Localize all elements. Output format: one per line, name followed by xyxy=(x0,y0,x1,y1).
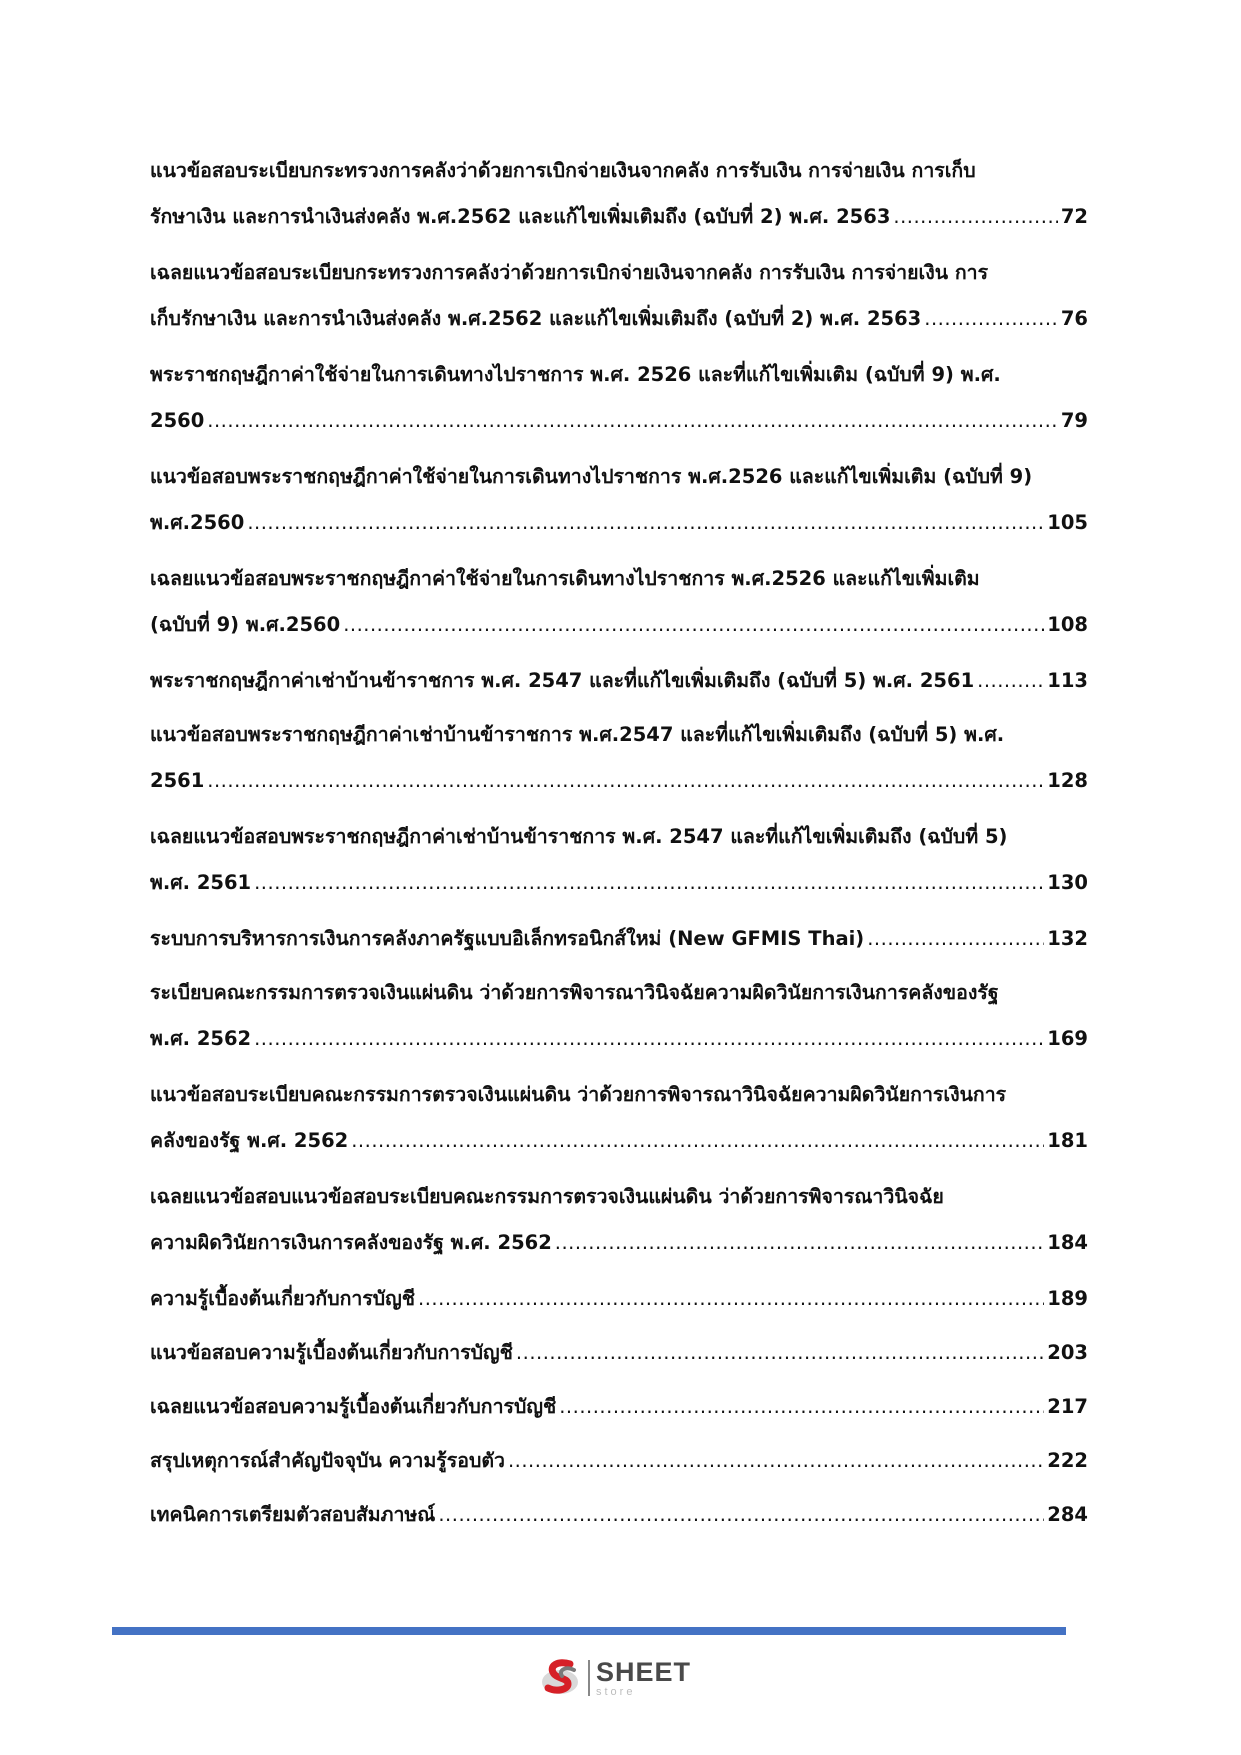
toc-entry-title-line: แนวข้อสอบระเบียบกระทรวงการคลังว่าด้วยการเบิกจ่ายเงินจากคลัง การรับเงิน การจ่ายเงิน การเก็บ xyxy=(150,159,976,182)
toc-leader-dots xyxy=(508,1438,1044,1484)
toc-page-number: 72 xyxy=(1060,205,1088,228)
toc-page-number: 128 xyxy=(1047,769,1088,792)
toc-entry[interactable] xyxy=(150,1174,1088,1266)
toc-entry-title-line: ระบบการบริหารการเงินการคลังภาครัฐแบบอิเล็กทรอนิกส์ใหม่ (New GFMIS Thai) xyxy=(150,927,865,950)
toc-leader-dots xyxy=(977,658,1044,704)
toc-entry[interactable] xyxy=(150,1384,1088,1430)
toc-entry-title-line: เทคนิคการเตรียมตัวสอบสัมภาษณ์ xyxy=(150,1503,436,1526)
toc-entry-title-line: พ.ศ.2560 xyxy=(150,511,245,534)
toc-entry-last-line xyxy=(150,860,1088,906)
toc-entry-last-line xyxy=(150,1016,1088,1062)
logo-sub: store xyxy=(596,1685,636,1698)
toc-leader-dots xyxy=(343,602,1044,648)
toc-entry-last-line xyxy=(150,398,1088,444)
toc-page-number: 222 xyxy=(1047,1449,1088,1472)
toc-entry[interactable] xyxy=(150,1438,1088,1484)
toc-leader-dots xyxy=(924,296,1058,342)
toc-leader-dots xyxy=(207,758,1044,804)
toc-entry-title-line: 2560 xyxy=(150,409,205,432)
toc-entry-title-line: แนวข้อสอบความรู้เบื้องต้นเกี่ยวกับการบัญชี xyxy=(150,1341,513,1364)
toc-entry-last-line xyxy=(150,296,1088,342)
toc-entry-last-line xyxy=(150,1118,1088,1164)
toc-entry-last-line xyxy=(150,658,1088,704)
toc-leader-dots xyxy=(438,1492,1044,1538)
logo-word: SHEET xyxy=(596,1656,692,1687)
toc-leader-dots xyxy=(418,1276,1044,1322)
toc-entry-title-line: พระราชกฤษฎีกาค่าเช่าบ้านข้าราชการ พ.ศ. 2547 และที่แก้ไขเพิ่มเติมถึง (ฉบับที่ 5) พ.ศ. 2561 xyxy=(150,669,975,692)
toc-page-number: 284 xyxy=(1047,1503,1088,1526)
toc-leader-dots xyxy=(893,194,1057,240)
toc-page-number: 217 xyxy=(1047,1395,1088,1418)
toc-entry-last-line xyxy=(150,1220,1088,1266)
toc-entry-title-line: เฉลยแนวข้อสอบระเบียบกระทรวงการคลังว่าด้วยการเบิกจ่ายเงินจากคลัง การรับเงิน การจ่ายเงิน การ xyxy=(150,261,989,284)
toc-entry[interactable] xyxy=(150,454,1088,546)
toc-page-number: 203 xyxy=(1047,1341,1088,1364)
toc-entry-title-line: เก็บรักษาเงิน และการนำเงินส่งคลัง พ.ศ.2562 และแก้ไขเพิ่มเติมถึง (ฉบับที่ 2) พ.ศ. 2563 xyxy=(150,307,922,330)
toc-entry-last-line xyxy=(150,1330,1088,1376)
toc-leader-dots xyxy=(555,1220,1045,1266)
toc-entry-title-line: ความรู้เบื้องต้นเกี่ยวกับการบัญชี xyxy=(150,1287,416,1310)
toc-entry[interactable] xyxy=(150,1492,1088,1538)
toc-entry-last-line xyxy=(150,1276,1088,1322)
sheet-store-logo xyxy=(540,1652,720,1704)
toc-entry-last-line xyxy=(150,916,1088,962)
toc-page-number: 189 xyxy=(1047,1287,1088,1310)
toc-entry-title-line: 2561 xyxy=(150,769,205,792)
footer-rule xyxy=(112,1627,1066,1635)
toc-page-number: 108 xyxy=(1047,613,1088,636)
toc-entry[interactable] xyxy=(150,712,1088,804)
toc-entry-last-line xyxy=(150,500,1088,546)
toc-page-number: 132 xyxy=(1047,927,1088,950)
toc-leader-dots xyxy=(351,1118,1044,1164)
toc-entry-last-line xyxy=(150,1384,1088,1430)
toc-entry-title-line: แนวข้อสอบพระราชกฤษฎีกาค่าใช้จ่ายในการเดินทางไปราชการ พ.ศ.2526 และแก้ไขเพิ่มเติม (ฉบับที่ 9) xyxy=(150,465,1033,488)
toc-entry[interactable] xyxy=(150,916,1088,962)
toc-entry[interactable] xyxy=(150,1072,1088,1164)
toc-entry-last-line xyxy=(150,1438,1088,1484)
toc-entry-title-line: พ.ศ. 2562 xyxy=(150,1027,252,1050)
toc-entry-title-line: พระราชกฤษฎีกาค่าใช้จ่ายในการเดินทางไปราชการ พ.ศ. 2526 และที่แก้ไขเพิ่มเติม (ฉบับที่ 9) พ.ศ. xyxy=(150,363,1001,386)
toc-page-number: 79 xyxy=(1060,409,1088,432)
toc-entry-title-line: (ฉบับที่ 9) พ.ศ.2560 xyxy=(150,613,341,636)
toc-entry[interactable] xyxy=(150,556,1088,648)
toc-entry[interactable] xyxy=(150,1330,1088,1376)
toc-leader-dots xyxy=(254,860,1044,906)
toc-entry[interactable] xyxy=(150,658,1088,704)
toc-page-number: 181 xyxy=(1047,1129,1088,1152)
toc-entry-last-line xyxy=(150,758,1088,804)
toc-entry-title-line: พ.ศ. 2561 xyxy=(150,871,252,894)
toc-leader-dots xyxy=(516,1330,1044,1376)
logo-text xyxy=(596,1656,692,1698)
toc-page-number: 184 xyxy=(1047,1231,1088,1254)
toc-entry-title-line: รักษาเงิน และการนำเงินส่งคลัง พ.ศ.2562 และแก้ไขเพิ่มเติมถึง (ฉบับที่ 2) พ.ศ. 2563 xyxy=(150,205,891,228)
toc-leader-dots xyxy=(247,500,1044,546)
toc-leader-dots xyxy=(207,398,1058,444)
toc-entry-title-line: เฉลยแนวข้อสอบความรู้เบื้องต้นเกี่ยวกับการบัญชี xyxy=(150,1395,557,1418)
toc-entry-last-line xyxy=(150,602,1088,648)
table-of-contents xyxy=(150,148,1088,1546)
toc-page-number: 105 xyxy=(1047,511,1088,534)
toc-entry[interactable] xyxy=(150,148,1088,240)
logo-divider xyxy=(588,1660,590,1696)
toc-leader-dots xyxy=(254,1016,1044,1062)
toc-page-number: 130 xyxy=(1047,871,1088,894)
toc-leader-dots xyxy=(559,1384,1044,1430)
toc-entry-title-line: ความผิดวินัยการเงินการคลังของรัฐ พ.ศ. 2562 xyxy=(150,1231,552,1254)
toc-page-number: 113 xyxy=(1047,669,1088,692)
toc-entry-title-line: เฉลยแนวข้อสอบพระราชกฤษฎีกาค่าใช้จ่ายในการเดินทางไปราชการ พ.ศ.2526 และแก้ไขเพิ่มเติม xyxy=(150,567,980,590)
toc-page-number: 76 xyxy=(1060,307,1088,330)
toc-entry-title-line: คลังของรัฐ พ.ศ. 2562 xyxy=(150,1129,349,1152)
toc-entry[interactable] xyxy=(150,352,1088,444)
toc-entry[interactable] xyxy=(150,814,1088,906)
toc-entry-title-line: ระเบียบคณะกรรมการตรวจเงินแผ่นดิน ว่าด้วยการพิจารณาวินิจฉัยความผิดวินัยการเงินการคลังของรัฐ xyxy=(150,981,999,1004)
toc-leader-dots xyxy=(867,916,1044,962)
toc-entry-title-line: เฉลยแนวข้อสอบแนวข้อสอบระเบียบคณะกรรมการตรวจเงินแผ่นดิน ว่าด้วยการพิจารณาวินิจฉัย xyxy=(150,1185,944,1208)
toc-entry[interactable] xyxy=(150,970,1088,1062)
toc-entry-last-line xyxy=(150,194,1088,240)
toc-entry-title-line: แนวข้อสอบระเบียบคณะกรรมการตรวจเงินแผ่นดิน ว่าด้วยการพิจารณาวินิจฉัยความผิดวินัยการเงินการ xyxy=(150,1083,1007,1106)
toc-entry-last-line xyxy=(150,1492,1088,1538)
toc-entry[interactable] xyxy=(150,250,1088,342)
sheet-store-s-logo-icon xyxy=(540,1656,584,1700)
toc-entry-title-line: เฉลยแนวข้อสอบพระราชกฤษฎีกาค่าเช่าบ้านข้าราชการ พ.ศ. 2547 และที่แก้ไขเพิ่มเติมถึง (ฉบับที่ 5) xyxy=(150,825,1008,848)
toc-page-number: 169 xyxy=(1047,1027,1088,1050)
toc-entry[interactable] xyxy=(150,1276,1088,1322)
toc-entry-title-line: แนวข้อสอบพระราชกฤษฎีกาค่าเช่าบ้านข้าราชการ พ.ศ.2547 และที่แก้ไขเพิ่มเติมถึง (ฉบับที่ 5) พ.ศ. xyxy=(150,723,1005,746)
toc-entry-title-line: สรุปเหตุการณ์สำคัญปัจจุบัน ความรู้รอบตัว xyxy=(150,1449,505,1472)
